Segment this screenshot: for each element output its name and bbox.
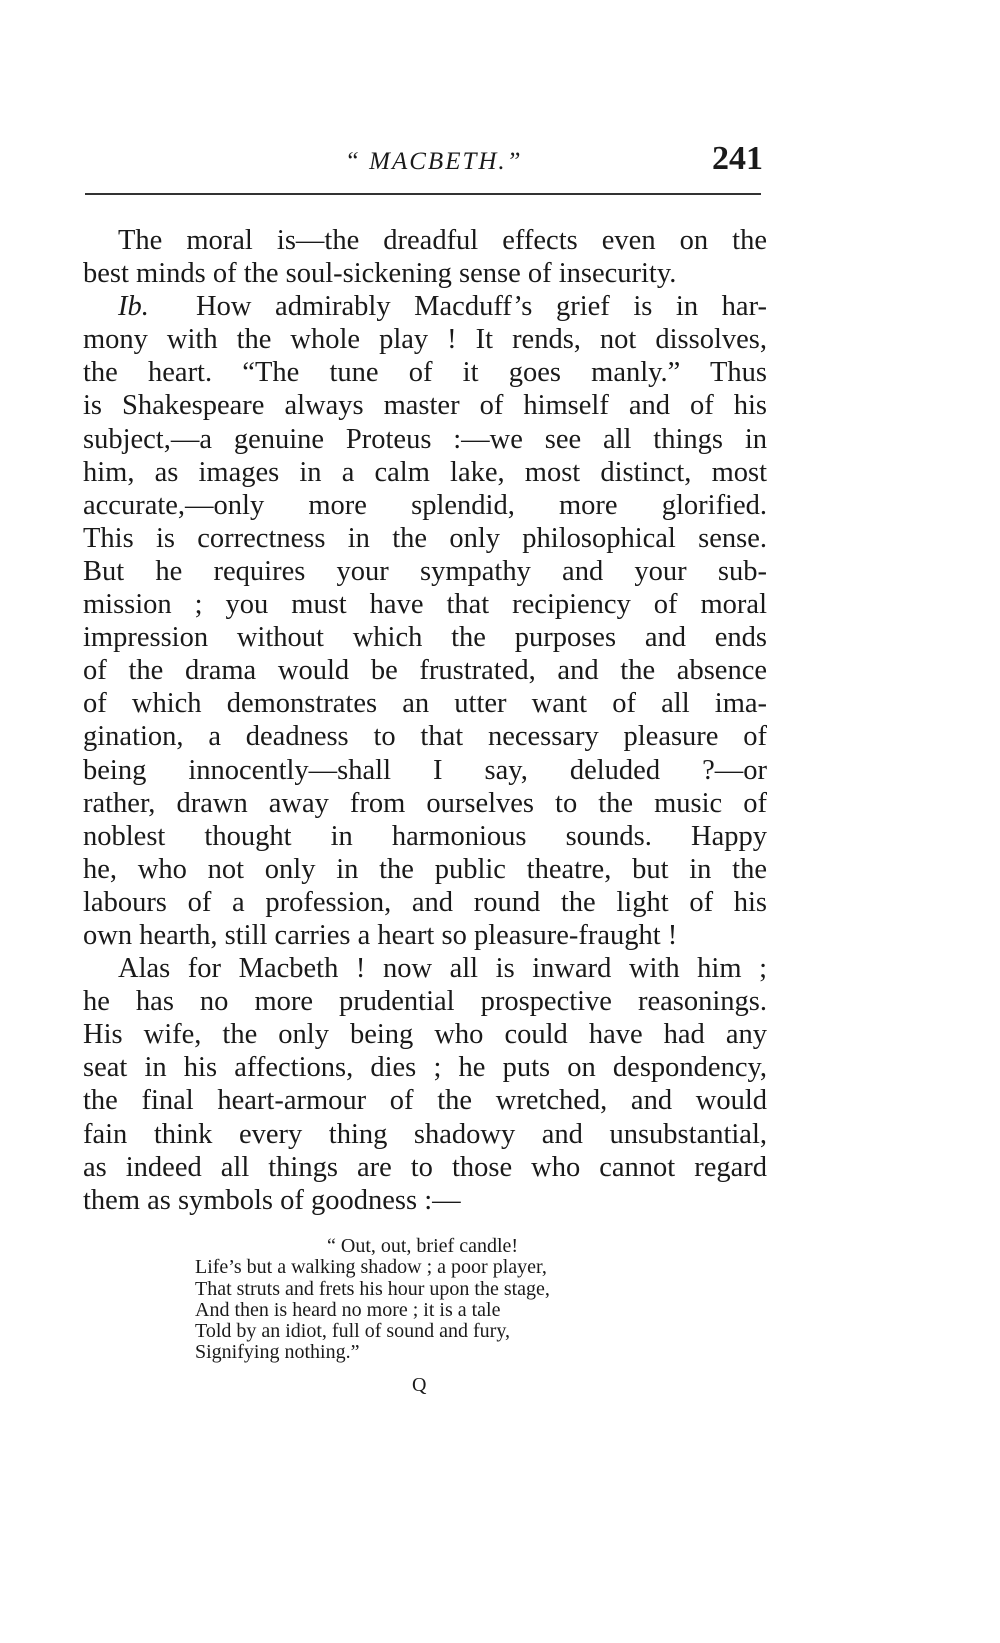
quote-line: Life’s but a walking shadow ; a poor player, (195, 1256, 547, 1279)
text-line: fain think every thing shadowy and unsubstantial, (83, 1118, 767, 1150)
quote-line: Signifying nothing.” (195, 1341, 360, 1364)
text-line: he has no more prudential prospective reasonings. (83, 986, 767, 1018)
text-line: Alas for Macbeth ! now all is inward with him ; (118, 953, 767, 985)
text-line: the final heart-armour of the wretched, and would (83, 1085, 767, 1117)
text-line: labours of a profession, and round the light of his (83, 886, 767, 918)
text-line: noblest thought in harmonious sounds. Happy (83, 820, 767, 852)
block-quotation (195, 1236, 550, 1364)
signature-mark: Q (412, 1374, 427, 1396)
page-header (0, 140, 1000, 190)
text-line: of which demonstrates an utter want of all ima- (83, 688, 767, 720)
text-line: impression without which the purposes and ends (83, 622, 767, 654)
text-line: as indeed all things are to those who cannot regard (83, 1151, 767, 1183)
ib-abbreviation: Ib. (118, 291, 149, 323)
quote-line: That struts and frets his hour upon the stage, (195, 1277, 550, 1300)
text-line: he, who not only in the public theatre, but in the (83, 853, 767, 885)
text-line: being innocently—shall I say, deluded ?—or (83, 754, 767, 786)
quote-line: Told by an idiot, full of sound and fury, (195, 1320, 511, 1343)
text-line: mony with the whole play ! It rends, not dissolves, (83, 324, 767, 356)
text-span: How admirably Macduff’s grief is in har- (196, 291, 767, 323)
body-text (83, 224, 767, 1217)
text-line: of the drama would be frustrated, and the absence (83, 655, 767, 687)
text-line: is Shakespeare always master of himself and of his (83, 390, 767, 422)
text-line: seat in his affections, dies ; he puts on despondency, (83, 1052, 767, 1084)
text-line: the heart. “The tune of it goes manly.” Thus (83, 357, 767, 389)
quote-line: And then is heard no more ; it is a tale (195, 1298, 501, 1321)
text-line: him, as images in a calm lake, most distinct, most (83, 456, 767, 488)
text-line: The moral is—the dreadful effects even on the (118, 225, 767, 256)
text-line: His wife, the only being who could have had any (83, 1019, 767, 1051)
text-line: rather, drawn away from ourselves to the music of (83, 787, 767, 819)
text-line: mission ; you must have that recipiency of moral (83, 589, 767, 621)
running-title: “ MACBETH.” (345, 148, 523, 175)
header-rule (85, 193, 761, 195)
quote-line: “ Out, out, brief candle! (327, 1235, 519, 1257)
text-line: subject,—a genuine Proteus :—we see all things in (83, 423, 767, 455)
text-line: them as symbols of goodness :— (83, 1184, 461, 1216)
text-line: accurate,—only more splendid, more glorified. (83, 489, 767, 521)
text-line: This is correctness in the only philosophical sense. (83, 522, 767, 554)
text-line: own hearth, still carries a heart so pleasure-fraught ! (83, 919, 678, 951)
text-line (83, 290, 767, 323)
text-line: best minds of the soul-sickening sense of insecurity. (83, 258, 677, 290)
text-line: gination, a deadness to that necessary pleasure of (83, 721, 767, 753)
text-line: But he requires your sympathy and your sub- (83, 555, 767, 587)
page-number: 241 (712, 140, 763, 177)
